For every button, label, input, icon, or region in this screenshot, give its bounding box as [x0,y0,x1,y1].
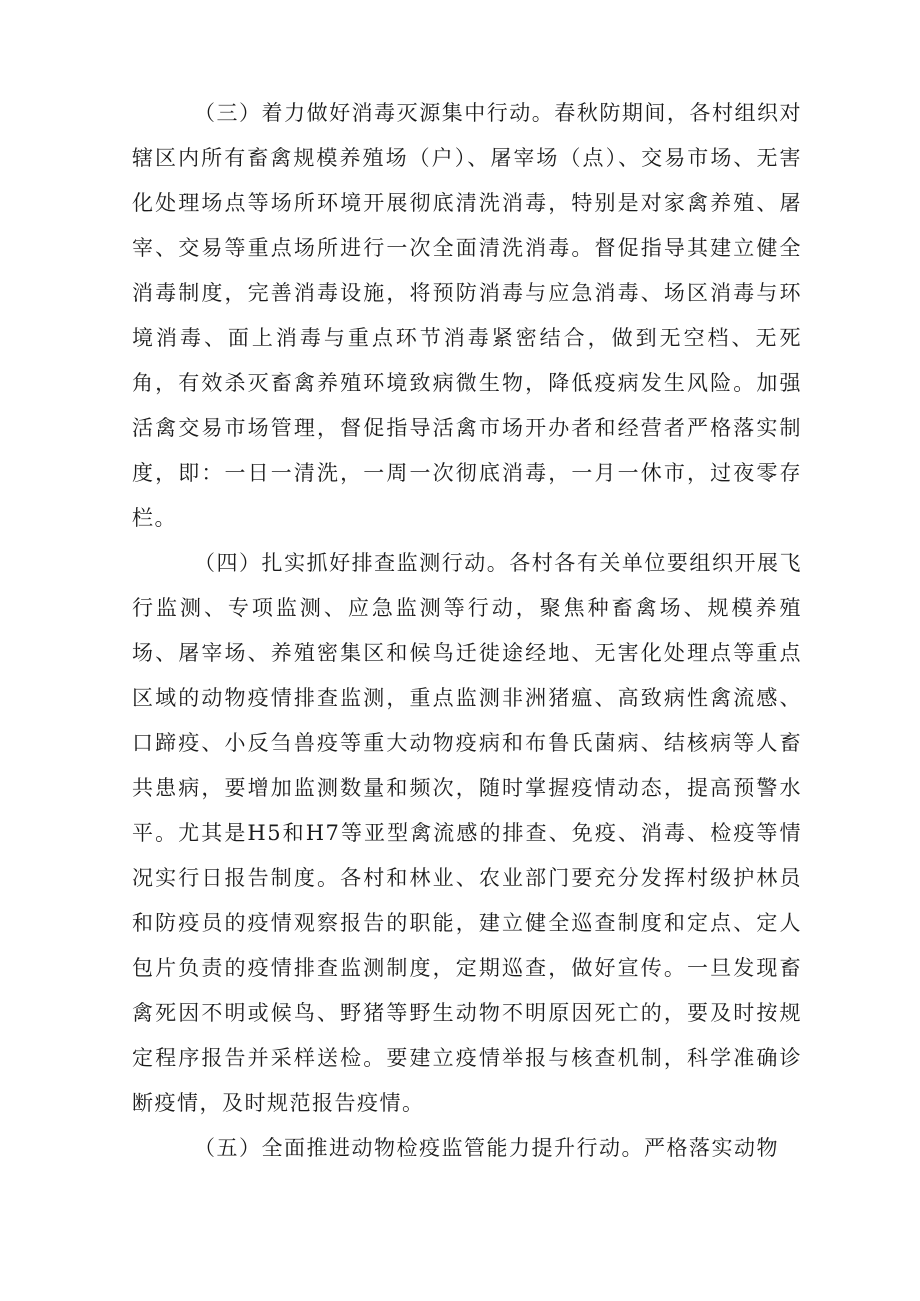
document-body [132,91,802,1171]
paragraph-disinfection-action: （三）着力做好消毒灭源集中行动。春秋防期间，各村组织对辖区内所有畜禽规模养殖场（户）、屠宰场（点）、交易市场、无害化处理场点等场所环境开展彻底清洗消毒，特别是对家禽养殖、屠宰、交易等重点场所进行一次全面清洗消毒。督促指导其建立健全消毒制度，完善消毒设施，将预防消毒与应急消毒、场区消毒与环境消毒、面上消毒与重点环节消毒紧密结合，做到无空档、无死角，有效杀灭畜禽养殖环境致病微生物，降低疫病发生风险。加强活禽交易市场管理，督促指导活禽市场开办者和经营者严格落实制度，即：一日一清洗，一周一次彻底消毒，一月一休市，过夜零存栏。 [132,101,802,530]
paragraph-quarantine-supervision-action: （五）全面推进动物检疫监管能力提升行动。严格落实动物 [194,1136,779,1160]
paragraph-inspection-monitoring-action: （四）扎实抓好排查监测行动。各村各有关单位要组织开展飞行监测、专项监测、应急监测等行动，聚焦种畜禽场、规模养殖场、屠宰场、养殖密集区和候鸟迁徙途经地、无害化处理点等重点区域的动物疫情排查监测，重点监测非洲猪瘟、高致病性禽流感、口蹄疫、小反刍兽疫等重大动物疫病和布鲁氏菌病、结核病等人畜共患病，要增加监测数量和频次，随时掌握疫情动态，提高预警水平。尤其是H5和H7等亚型禽流感的排查、免疫、消毒、检疫等情况实行日报告制度。各村和林业、农业部门要充分发挥村级护林员和防疫员的疫情观察报告的职能，建立健全巡查制度和定点、定人包片负责的疫情排查监测制度，定期巡查，做好宣传。一旦发现畜禽死因不明或候鸟、野猪等野生动物不明原因死亡的，要及时按规定程序报告并采样送检。要建立疫情举报与核查机制，科学准确诊断疫情，及时规范报告疫情。 [132,551,802,1115]
